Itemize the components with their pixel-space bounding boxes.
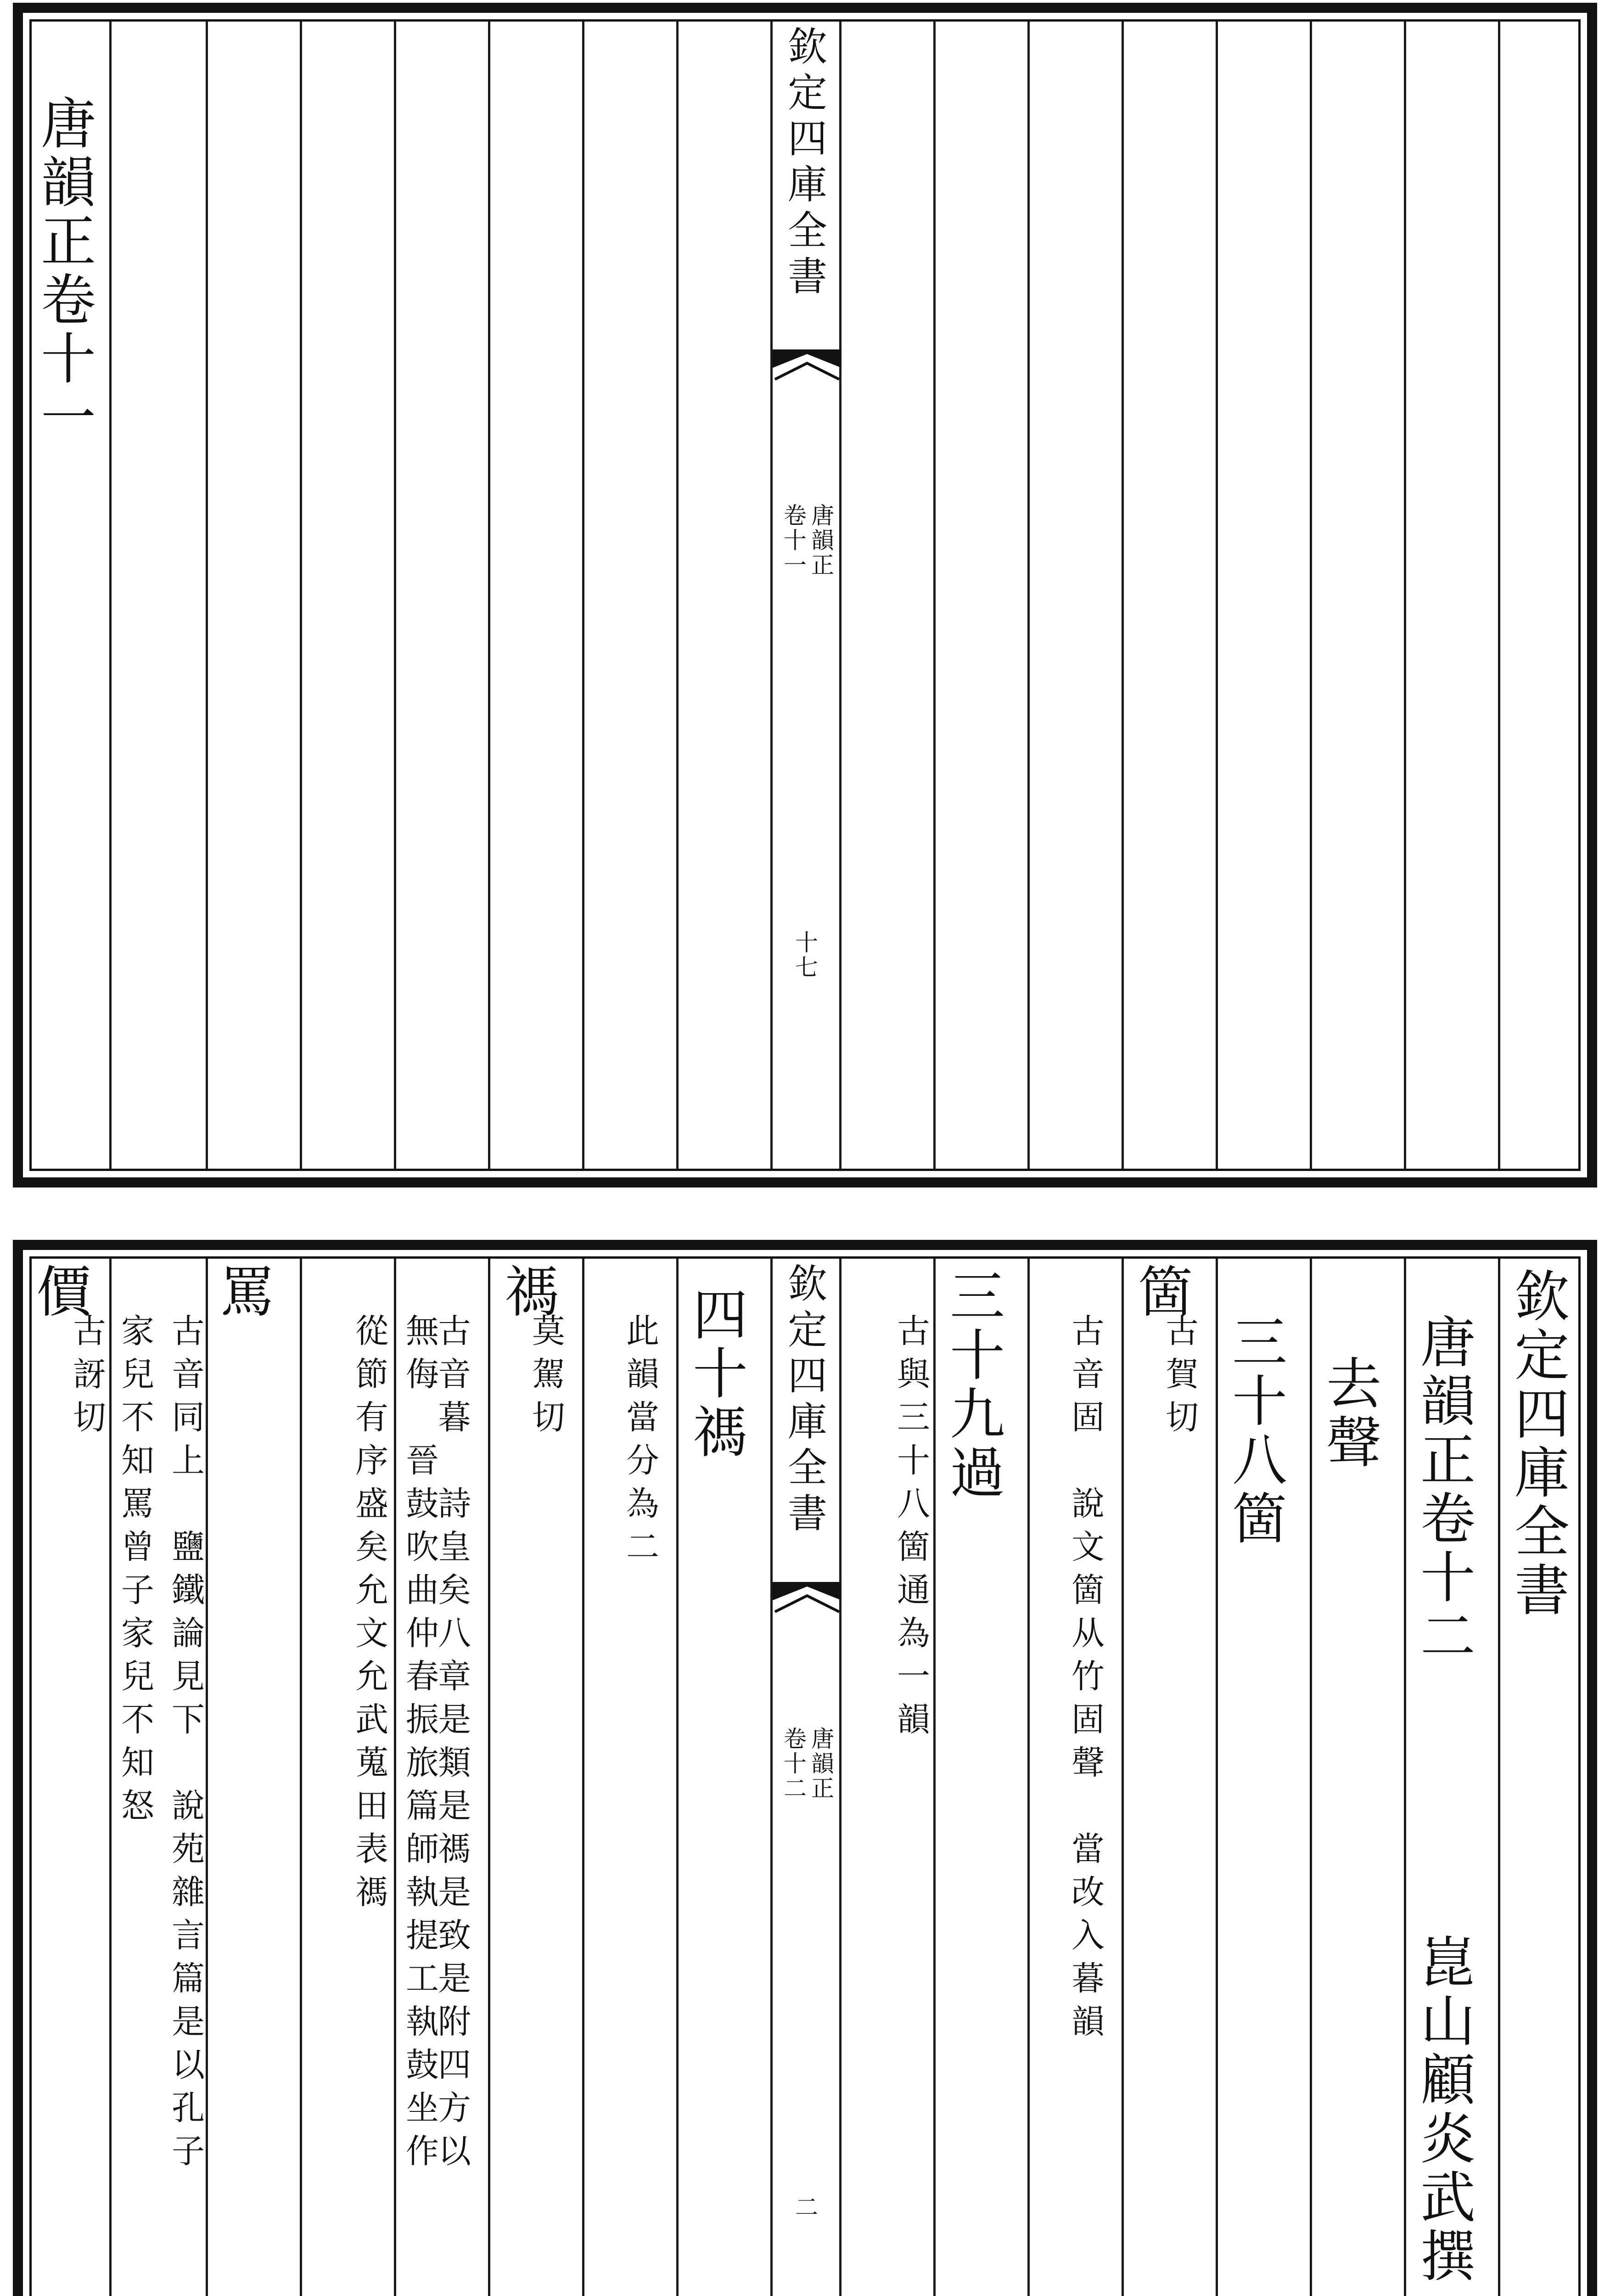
column-rule	[839, 1258, 841, 2296]
column-rule	[206, 21, 208, 1169]
fanqie-note: 古訝切	[67, 1313, 106, 1443]
character-entry: 罵	[211, 1263, 275, 1322]
bottom-page	[13, 1240, 1597, 2296]
column-rule	[109, 21, 112, 1169]
folio-number: 十七	[791, 930, 818, 980]
center-title: 唐韻正	[808, 503, 834, 578]
column-rule	[394, 1258, 396, 2296]
folio-number: 二	[791, 2195, 818, 2220]
column-rule	[582, 21, 584, 1169]
column-rule	[1404, 1258, 1406, 2296]
character-entry: 禡	[495, 1263, 559, 1322]
center-banner: 欽定四庫全書	[781, 1263, 827, 1538]
center-title: 唐韻正	[808, 1727, 834, 1801]
fanqie-note: 古賀切	[1160, 1313, 1199, 1443]
column-rule	[488, 1258, 490, 2296]
rhyme-heading: 三十八箇	[1223, 1313, 1287, 1548]
column-rule	[206, 1258, 208, 2296]
commentary-line: 無侮 晉鼓吹曲仲春振旅篇師執提工執鼓坐作	[400, 1313, 439, 2177]
commentary-line: 古音同上 鹽鐵論見下 說苑雜言篇是以孔子	[166, 1313, 205, 2177]
column-rule	[1310, 21, 1312, 1169]
column-rule	[1027, 21, 1030, 1169]
column-rule	[582, 1258, 584, 2296]
commentary-line: 家兒不知罵曾子家兒不知怒	[116, 1313, 154, 1831]
author-line: 崑山顧炎武撰	[1411, 1933, 1475, 2286]
column-rule	[300, 21, 302, 1169]
fish-tail-ornament	[773, 1582, 841, 1632]
column-rule	[488, 21, 490, 1169]
volume-title: 唐韻正卷十一	[32, 95, 95, 447]
fish-tail-ornament	[773, 349, 841, 400]
column-rule	[770, 21, 773, 1169]
column-rule	[1498, 1258, 1500, 2296]
column-rule	[933, 1258, 936, 2296]
column-rule	[1216, 21, 1218, 1169]
commentary-line: 古與三十八箇通為一韻	[892, 1313, 930, 1745]
commentary-line: 此韻當分為二	[621, 1313, 659, 1572]
tone-heading: 去聲	[1317, 1355, 1381, 1472]
center-volume: 卷十一	[780, 503, 807, 578]
volume-title: 唐韻正卷十二	[1411, 1313, 1475, 1666]
column-rule	[109, 1258, 112, 2296]
column-rule	[676, 1258, 679, 2296]
character-entry: 價	[27, 1263, 91, 1322]
banner-title: 欽定四庫全書	[1505, 1267, 1569, 1620]
top-page	[13, 3, 1597, 1187]
column-rule	[1216, 1258, 1218, 2296]
fanqie-note: 莫駕切	[527, 1313, 565, 1443]
column-rule	[1027, 1258, 1030, 2296]
column-rule	[394, 21, 396, 1169]
column-rule	[839, 21, 841, 1169]
center-banner: 欽定四庫全書	[781, 26, 827, 301]
commentary-line: 古音暮 詩皇矣八章是類是禡是致是附四方以	[432, 1313, 471, 2177]
commentary-line: 古音固 說文箇从竹固聲 當改入暮韻	[1066, 1313, 1105, 2047]
commentary-line: 從節有序盛矣允文允武蒐田表禡	[350, 1313, 388, 1918]
rhyme-heading: 三十九過	[941, 1267, 1004, 1503]
column-rule	[676, 21, 679, 1169]
column-rule	[1122, 21, 1124, 1169]
rhyme-heading: 四十禡	[684, 1286, 747, 1462]
column-rule	[1404, 21, 1406, 1169]
column-rule	[770, 1258, 773, 2296]
column-rule	[300, 1258, 302, 2296]
center-volume: 卷十二	[780, 1727, 807, 1801]
column-rule	[1498, 21, 1500, 1169]
column-rule	[933, 21, 936, 1169]
character-entry: 箇	[1129, 1263, 1193, 1322]
column-rule	[1122, 1258, 1124, 2296]
column-rule	[1310, 1258, 1312, 2296]
